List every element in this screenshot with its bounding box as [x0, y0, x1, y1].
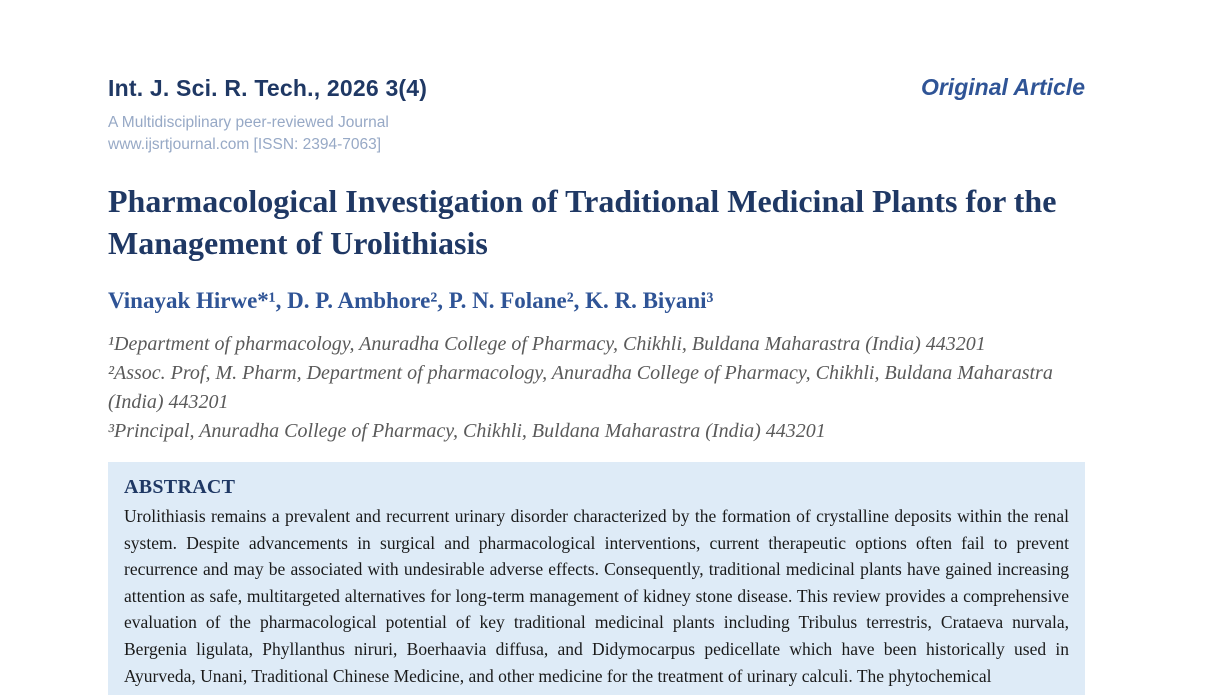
affiliation-1: ¹Department of pharmacology, Anuradha College of Pharmacy, Chikhli, Buldana Maharastra (India) 443201 — [108, 333, 986, 355]
journal-subtitle: A Multidisciplinary peer-reviewed Journal — [108, 114, 389, 131]
affiliation-2: ²Assoc. Prof, M. Pharm, Department of pharmacology, Anuradha College of Pharmacy, Chikhli, Buldana Maharastra (India) 443201 — [108, 362, 1053, 413]
abstract-section — [108, 462, 1085, 695]
affiliations-block — [108, 330, 1085, 446]
journal-url-issn: www.ijsrtjournal.com [ISSN: 2394-7063] — [108, 136, 382, 153]
journal-subtitle-block — [108, 112, 427, 156]
page-content — [108, 0, 1085, 695]
author-line: Vinayak Hirwe*¹, D. P. Ambhore², P. N. Folane², K. R. Biyani³ — [108, 288, 714, 313]
abstract-text: Urolithiasis remains a prevalent and recurrent urinary disorder characterized by the formation of crystalline deposits within the renal system. Despite advancements in surgical and pharmacological interventions, current therapeutic options often fail to prevent recurrence and may be associated with undesirable adverse effects. Consequently, traditional medicinal plants have gained increasing attention as safe, multitargeted alternatives for long-term management of kidney stone disease. This review provides a comprehensive evaluation of the pharmacological potential of key traditional medicinal plants including Tribulus terrestris, Crataeva nurvala, Bergenia ligulata, Phyllanthus niruri, Boerhaavia diffusa, and Didymocarpus pedicellate which have been historically used in Ayurveda, Unani, Traditional Chinese Medicine, and other medicine for the treatment of urinary calculi. The phytochemical — [124, 506, 1069, 686]
abstract-heading: ABSTRACT — [124, 476, 236, 498]
journal-title: Int. J. Sci. R. Tech., 2026 3(4) — [108, 75, 428, 101]
affiliation-3: ³Principal, Anuradha College of Pharmacy, Chikhli, Buldana Maharastra (India) 443201 — [108, 420, 826, 442]
journal-header — [108, 74, 1085, 156]
journal-identity-block — [108, 74, 427, 156]
paper-title: Pharmacological Investigation of Traditional Medicinal Plants for the Management of Urolithiasis — [108, 183, 1057, 261]
article-type-label: Original Article — [920, 74, 1085, 100]
